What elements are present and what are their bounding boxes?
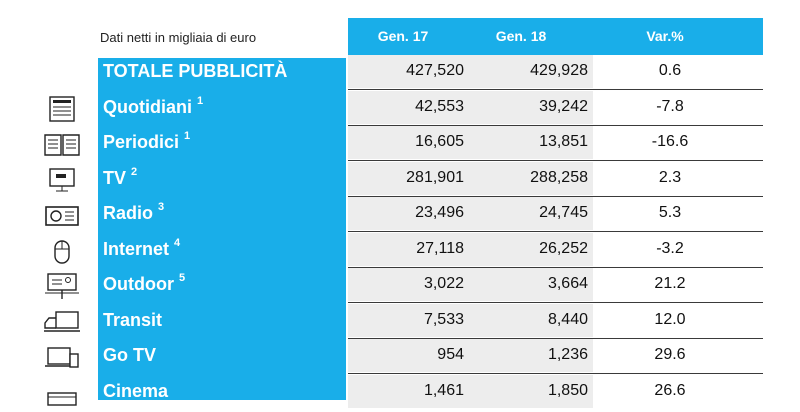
- devices-icon: [42, 343, 82, 371]
- value-gen18: 26,252: [539, 239, 588, 257]
- magazine-icon: [42, 130, 82, 158]
- table-row: [0, 268, 800, 303]
- value-gen17: 954: [437, 346, 464, 363]
- value-var-pct: 26.6: [654, 381, 686, 399]
- newspaper-icon: [42, 95, 82, 123]
- row-label-text: Periodici: [103, 132, 180, 152]
- table-row: [0, 126, 800, 161]
- row-label: [103, 310, 162, 331]
- value-var-pct: 29.6: [654, 346, 686, 363]
- value-var-pct: -16.6: [651, 133, 689, 150]
- col-header-gen18: Gen. 18: [495, 28, 547, 44]
- row-label-text: Transit: [103, 309, 163, 330]
- row-label: [103, 274, 185, 295]
- col-header-var: Var.%: [646, 28, 684, 44]
- mouse-icon: [42, 237, 82, 265]
- value-gen17: 1,461: [423, 381, 464, 399]
- row-label: [103, 381, 168, 402]
- row-label: [103, 345, 156, 366]
- value-gen18: 429,928: [530, 62, 588, 79]
- value-gen17: 7,533: [423, 310, 464, 328]
- value-gen18: 288,258: [530, 168, 588, 186]
- value-gen18: 13,851: [539, 133, 588, 150]
- table-row: [0, 91, 800, 126]
- row-label: [103, 203, 164, 224]
- value-gen18: 24,745: [539, 204, 588, 221]
- value-gen17: 27,118: [416, 239, 464, 257]
- value-var-pct: 21.2: [654, 275, 686, 292]
- table-row: [0, 339, 800, 374]
- value-var-pct: 0.6: [658, 62, 682, 79]
- row-label-text: Quotidiani: [103, 96, 192, 117]
- row-label: [103, 165, 138, 189]
- footnote-marker: 1: [184, 130, 191, 142]
- value-gen17: 3,022: [423, 275, 464, 292]
- table-row: [0, 55, 800, 90]
- footnote-marker: 2: [131, 165, 138, 178]
- value-gen17: 23,496: [415, 204, 464, 221]
- row-label-text: Internet: [103, 238, 170, 259]
- row-label: [103, 61, 287, 82]
- table-row: [0, 375, 800, 410]
- value-gen17: 427,520: [406, 62, 464, 79]
- radio-icon: [42, 201, 82, 229]
- value-var-pct: 2.3: [658, 168, 682, 186]
- row-label-text: TV: [103, 167, 127, 188]
- billboard-icon: [42, 272, 82, 300]
- table-header: [348, 18, 763, 55]
- row-label-text: Go TV: [103, 345, 156, 365]
- table-caption: Dati netti in migliaia di euro: [100, 30, 257, 45]
- footnote-marker: 4: [174, 236, 181, 249]
- row-label: [103, 94, 204, 118]
- value-var-pct: 5.3: [658, 204, 682, 221]
- value-gen18: 8,440: [547, 310, 588, 328]
- value-gen18: 39,242: [539, 97, 588, 115]
- value-gen17: 42,553: [415, 97, 464, 115]
- footnote-marker: 1: [197, 94, 204, 107]
- row-label-text: Radio: [103, 203, 154, 223]
- row-label-text: TOTALE PUBBLICITÀ: [103, 61, 288, 81]
- table-row: [0, 304, 800, 339]
- value-gen18: 1,850: [547, 381, 588, 399]
- table-row: [0, 197, 800, 232]
- value-gen18: 1,236: [547, 346, 588, 363]
- value-var-pct: -3.2: [656, 239, 684, 257]
- value-gen18: 3,664: [547, 275, 588, 292]
- footnote-marker: 5: [179, 272, 186, 284]
- col-header-gen17: Gen. 17: [377, 28, 429, 44]
- row-label: [103, 236, 181, 260]
- cinema-icon: [42, 379, 82, 407]
- table-row: [0, 233, 800, 268]
- value-var-pct: -7.8: [656, 97, 684, 115]
- row-label: [103, 132, 190, 153]
- truck-icon: [42, 308, 82, 336]
- value-var-pct: 12.0: [654, 310, 686, 328]
- tv-icon: [42, 166, 82, 194]
- table-row: [0, 162, 800, 197]
- value-gen17: 16,605: [415, 133, 464, 150]
- value-gen17: 281,901: [406, 168, 464, 186]
- row-label-text: Cinema: [103, 380, 169, 401]
- footnote-marker: 3: [158, 201, 165, 213]
- row-label-text: Outdoor: [103, 274, 174, 294]
